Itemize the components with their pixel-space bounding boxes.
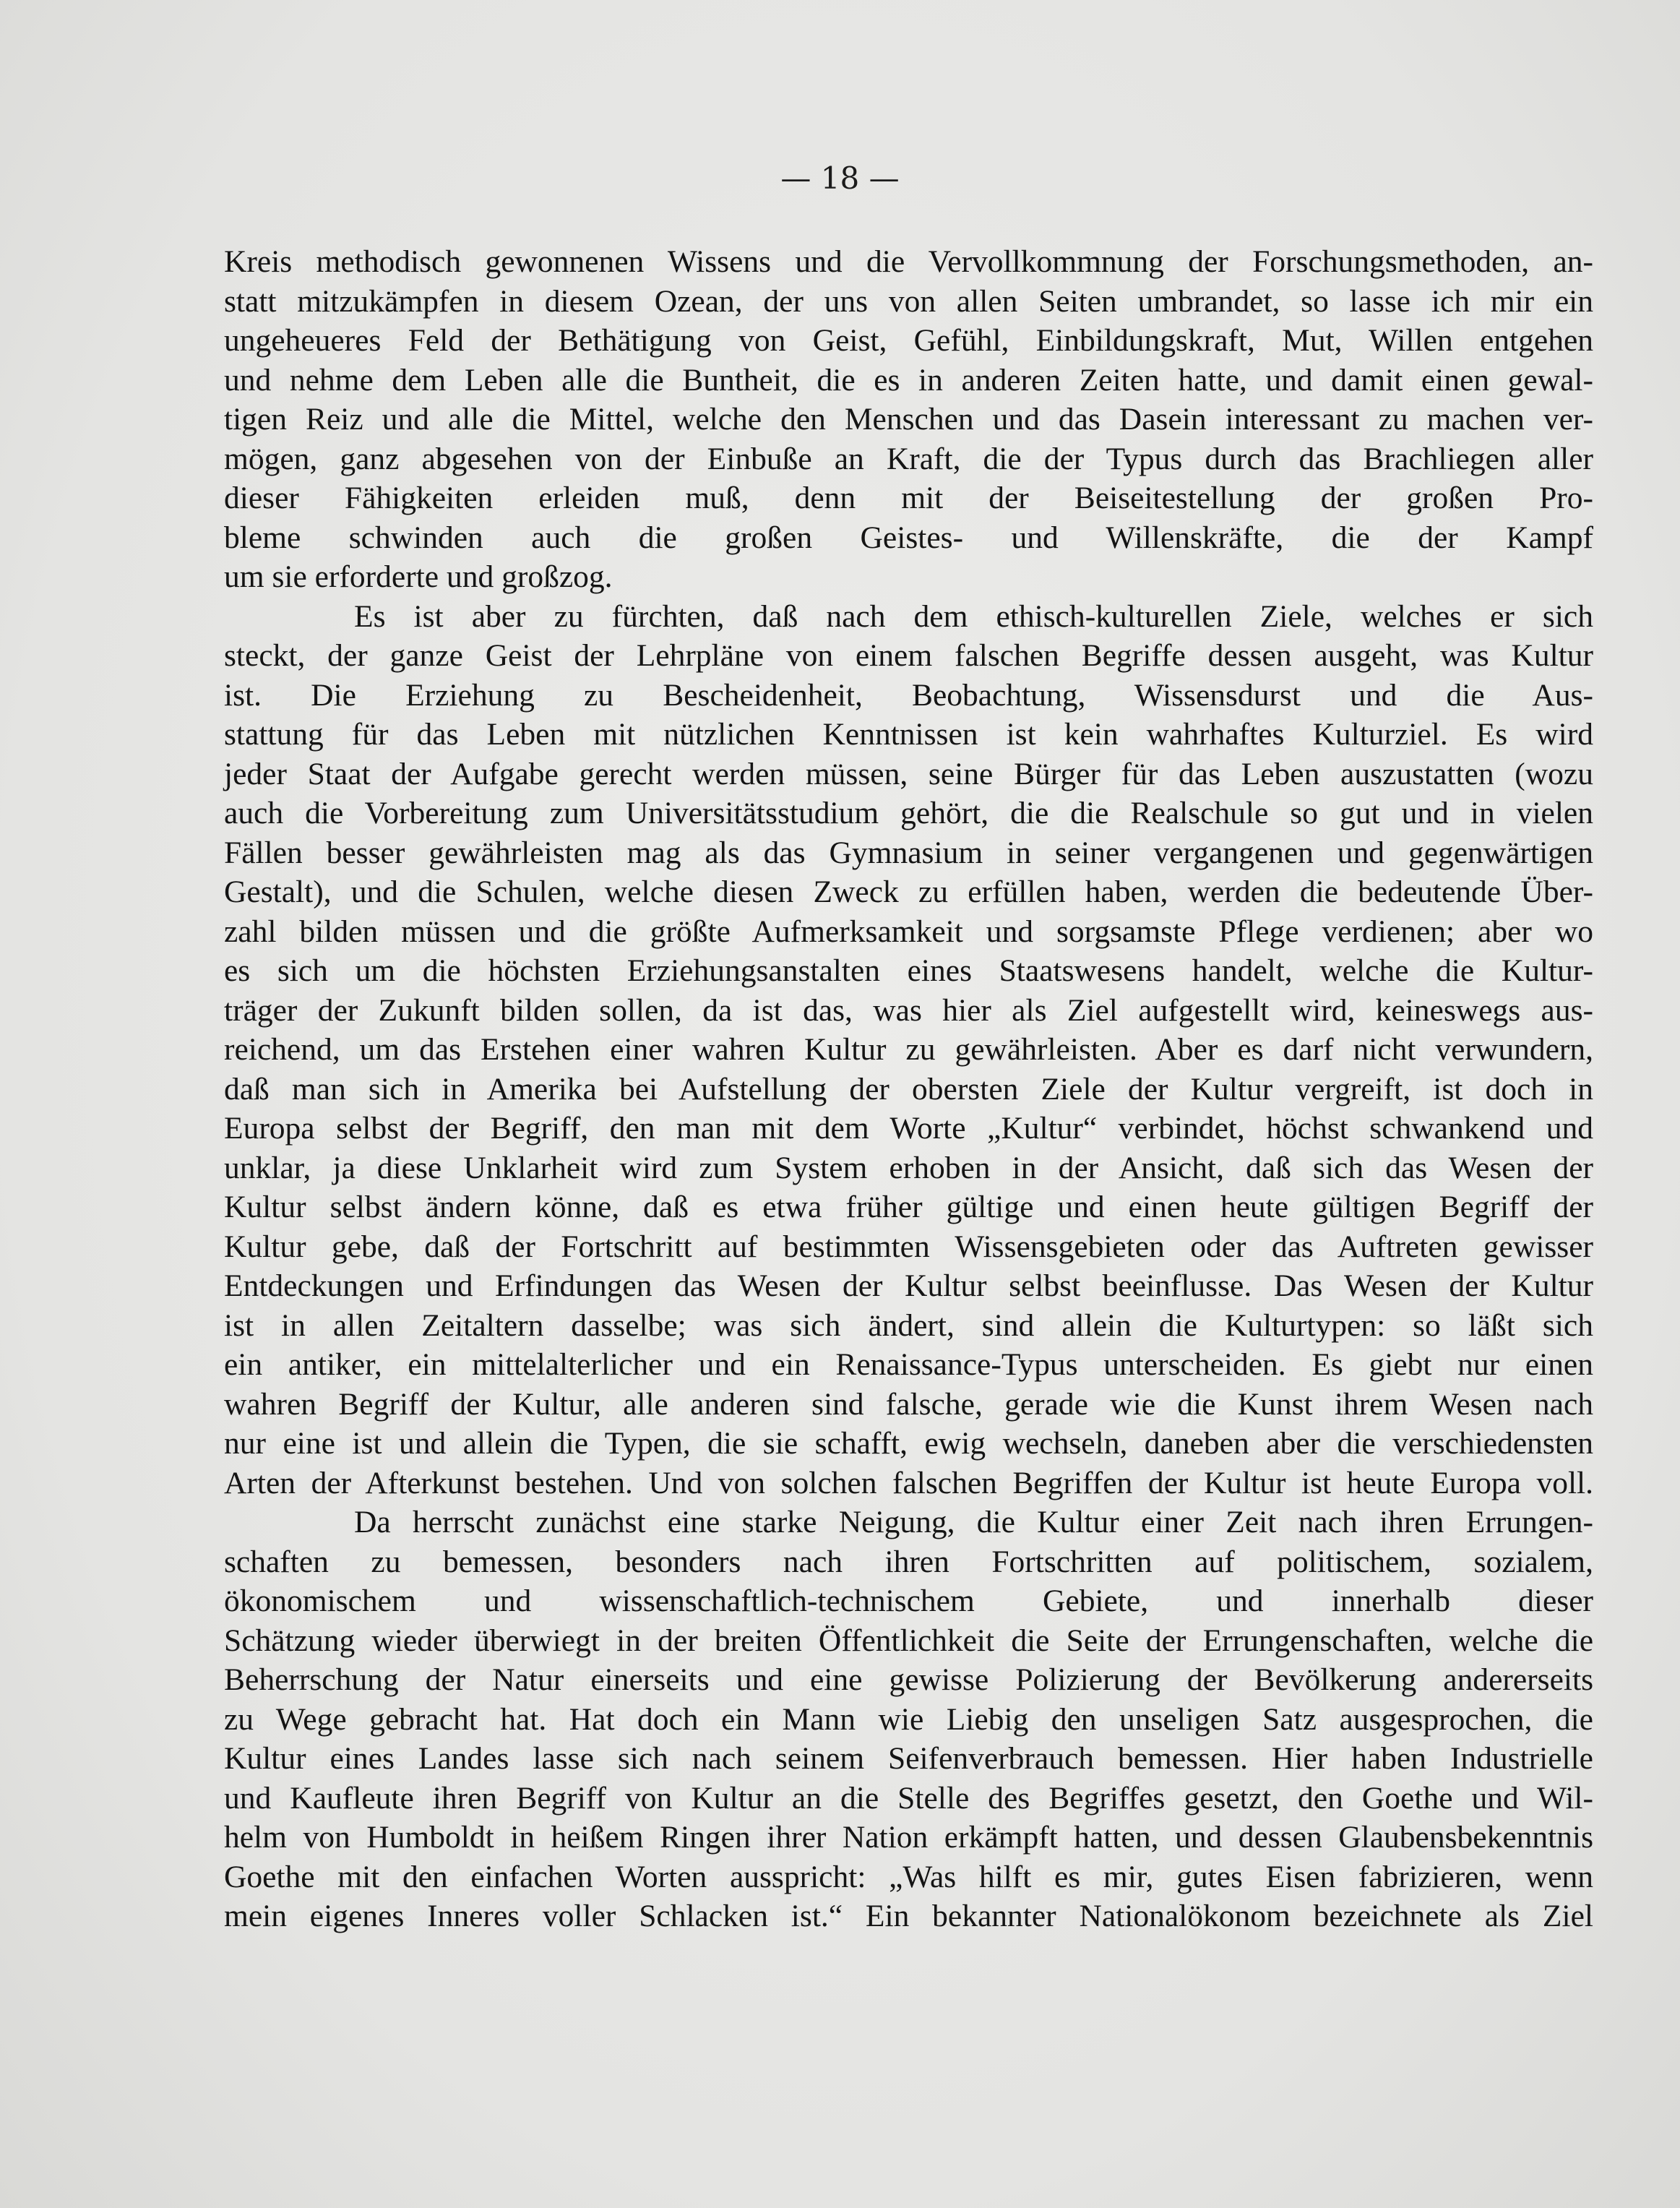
text-line: Kultur gebe, daß der Fortschritt auf bestimmten Wissensgebieten oder das Auftreten gewisser: [224, 1229, 1593, 1264]
text-line: Kultur selbst ändern könne, daß es etwa früher gültige und einen heute gültigen Begriff der: [224, 1190, 1593, 1224]
text-line: und Kaufleute ihren Begriff von Kultur an die Stelle des Begriffes gesetzt, den Goethe und Wil-: [224, 1780, 1593, 1816]
text-line: dieser Fähigkeiten erleiden muß, denn mit der Beiseitestellung der großen Pro-: [224, 481, 1593, 515]
text-line: träger der Zukunft bilden sollen, da ist das, was hier als Ziel aufgestellt wird, keineswegs aus-: [224, 992, 1593, 1028]
text-line: daß man sich in Amerika bei Aufstellung der obersten Ziele der Kultur vergreift, ist doch in: [224, 1071, 1593, 1107]
text-line: Beherrschung der Natur einerseits und eine gewisse Polizierung der Bevölkerung andererseits: [224, 1662, 1593, 1697]
text-line: Da herrscht zunächst eine starke Neigung, die Kultur einer Zeit nach ihren Errungen-: [354, 1505, 1593, 1539]
text-line: um sie erforderte und großzog.: [224, 559, 613, 594]
text-line: tigen Reiz und alle die Mittel, welche den Menschen und das Dasein interessant zu machen ver-: [224, 402, 1593, 437]
text-line: jeder Staat der Aufgabe gerecht werden müssen, seine Bürger für das Leben auszustatten (wozu: [224, 756, 1593, 791]
text-line: Gestalt), und die Schulen, welche diesen Zweck zu erfüllen haben, werden die bedeutende Über-: [224, 875, 1593, 909]
text-line: ein antiker, ein mittelalterlicher und ein Renaissance-Typus unterscheiden. Es giebt nur einen: [224, 1347, 1593, 1382]
text-line: statt mitzukämpfen in diesem Ozean, der uns von allen Seiten umbrandet, so lasse ich mir ein: [224, 283, 1593, 319]
text-line: Kultur eines Landes lasse sich nach seinem Seifenverbrauch bemessen. Hier haben Industrielle: [224, 1741, 1593, 1776]
text-line: steckt, der ganze Geist der Lehrpläne von einem falschen Begriffe dessen ausgeht, was Kultur: [224, 638, 1593, 673]
text-line: reichend, um das Erstehen einer wahren Kultur zu gewährleisten. Aber es darf nicht verwundern,: [224, 1032, 1593, 1067]
text-line: bleme schwinden auch die großen Geistes- und Willenskräfte, die der Kampf: [224, 520, 1593, 555]
text-line: zu Wege gebracht hat. Hat doch ein Mann wie Liebig den unseligen Satz ausgesprochen, die: [224, 1701, 1593, 1737]
text-line: Fällen besser gewährleisten mag als das Gymnasium in seiner vergangenen und gegenwärtigen: [224, 835, 1593, 870]
text-line: mögen, ganz abgesehen von der Einbuße an Kraft, die der Typus durch das Brachliegen aller: [224, 441, 1593, 476]
body-text: [224, 242, 1593, 1936]
text-line: Kreis methodisch gewonnenen Wissens und die Vervollkommnung der Forschungsmethoden, an-: [224, 244, 1593, 279]
text-line: ökonomischem und wissenschaftlich-technischem Gebiete, und innerhalb dieser: [224, 1584, 1593, 1618]
text-line: Arten der Afterkunst bestehen. Und von solchen falschen Begriffen der Kultur ist heute Europa voll.: [224, 1465, 1593, 1500]
text-line: ungeheueres Feld der Bethätigung von Geist, Gefühl, Einbildungskraft, Mut, Willen entgehen: [224, 323, 1593, 358]
text-line: auch die Vorbereitung zum Universitätsstudium gehört, die die Realschule so gut und in vielen: [224, 796, 1593, 830]
text-line: stattung für das Leben mit nützlichen Kenntnissen ist kein wahrhaftes Kulturziel. Es wird: [224, 717, 1593, 752]
page-number: — 18 —: [780, 160, 900, 196]
text-line: Es ist aber zu fürchten, daß nach dem ethisch-kulturellen Ziele, welches er sich: [354, 598, 1593, 634]
text-line: helm von Humboldt in heißem Ringen ihrer Nation erkämpft hatten, und dessen Glaubensbekenntnis: [224, 1820, 1593, 1855]
text-line: mein eigenes Inneres voller Schlacken ist.“ Ein bekannter Nationalökonom bezeichnete als Ziel: [224, 1899, 1593, 1933]
text-line: nur eine ist und allein die Typen, die sie schafft, ewig wechseln, daneben aber die verschiedensten: [224, 1426, 1593, 1461]
text-line: zahl bilden müssen und die größte Aufmerksamkeit und sorgsamste Pflege verdienen; aber wo: [224, 914, 1593, 949]
text-line: und nehme dem Leben alle die Buntheit, die es in anderen Zeiten hatte, und damit einen gewal-: [224, 362, 1593, 398]
text-line: Goethe mit den einfachen Worten ausspricht: „Was hilft es mir, gutes Eisen fabrizieren, wenn: [224, 1859, 1593, 1894]
text-line: Schätzung wieder überwiegt in der breiten Öffentlichkeit die Seite der Errungenschaften, welche die: [224, 1623, 1593, 1658]
text-line: wahren Begriff der Kultur, alle anderen sind falsche, gerade wie die Kunst ihrem Wesen nach: [224, 1386, 1593, 1422]
text-line: Entdeckungen und Erfindungen das Wesen der Kultur selbst beeinflusse. Das Wesen der Kultur: [224, 1268, 1593, 1303]
text-line: ist. Die Erziehung zu Bescheidenheit, Beobachtung, Wissensdurst und die Aus-: [224, 677, 1593, 713]
text-line: Europa selbst der Begriff, den man mit dem Worte „Kultur“ verbindet, höchst schwankend und: [224, 1111, 1593, 1146]
text-line: unklar, ja diese Unklarheit wird zum System erhoben in der Ansicht, daß sich das Wesen der: [224, 1150, 1593, 1185]
text-line: es sich um die höchsten Erziehungsanstalten eines Staatswesens handelt, welche die Kultur-: [224, 953, 1593, 988]
text-line: ist in allen Zeitaltern dasselbe; was sich ändert, sind allein die Kulturtypen: so läßt sich: [224, 1307, 1593, 1343]
text-line: schaften zu bemessen, besonders nach ihren Fortschritten auf politischem, sozialem,: [224, 1544, 1593, 1579]
